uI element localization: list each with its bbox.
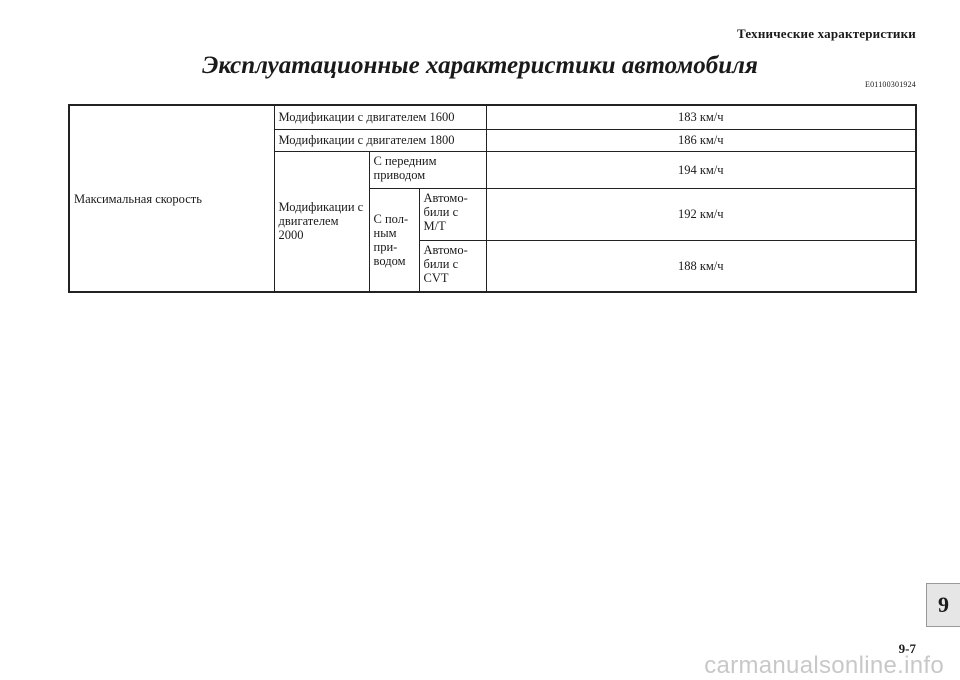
mt-cars-cell: Автомо- били с M/T [419,188,486,240]
speed-value-mt: 192 км/ч [486,188,916,240]
table-row [69,105,916,129]
section-header-title: Технические характеристики [737,26,916,41]
parameter-name-cell: Максимальная скорость [69,105,274,292]
modification-1800-cell: Модификации с двигателем 1800 [274,129,486,151]
page-title: Эксплуатационные характеристики автомобиля [202,52,758,79]
document-code: E01100301924 [865,80,916,89]
chapter-tab: 9 [926,583,960,627]
speed-value-cvt: 188 км/ч [486,240,916,292]
modification-1600-cell: Модификации с двигателем 1600 [274,105,486,129]
front-drive-cell: С передним приводом [369,151,486,188]
page-number: 9-7 [898,641,916,656]
speed-value-front-drive: 194 км/ч [486,151,916,188]
speed-value-1600: 183 км/ч [486,105,916,129]
all-wheel-drive-cell: С пол- ным при- водом [369,188,419,292]
cvt-cars-cell: Автомо- били с CVT [419,240,486,292]
modification-2000-cell: Модификации с двигателем 2000 [274,151,369,292]
speed-value-1800: 186 км/ч [486,129,916,151]
specification-table [68,104,917,293]
watermark: carmanualsonline.info [704,652,944,679]
